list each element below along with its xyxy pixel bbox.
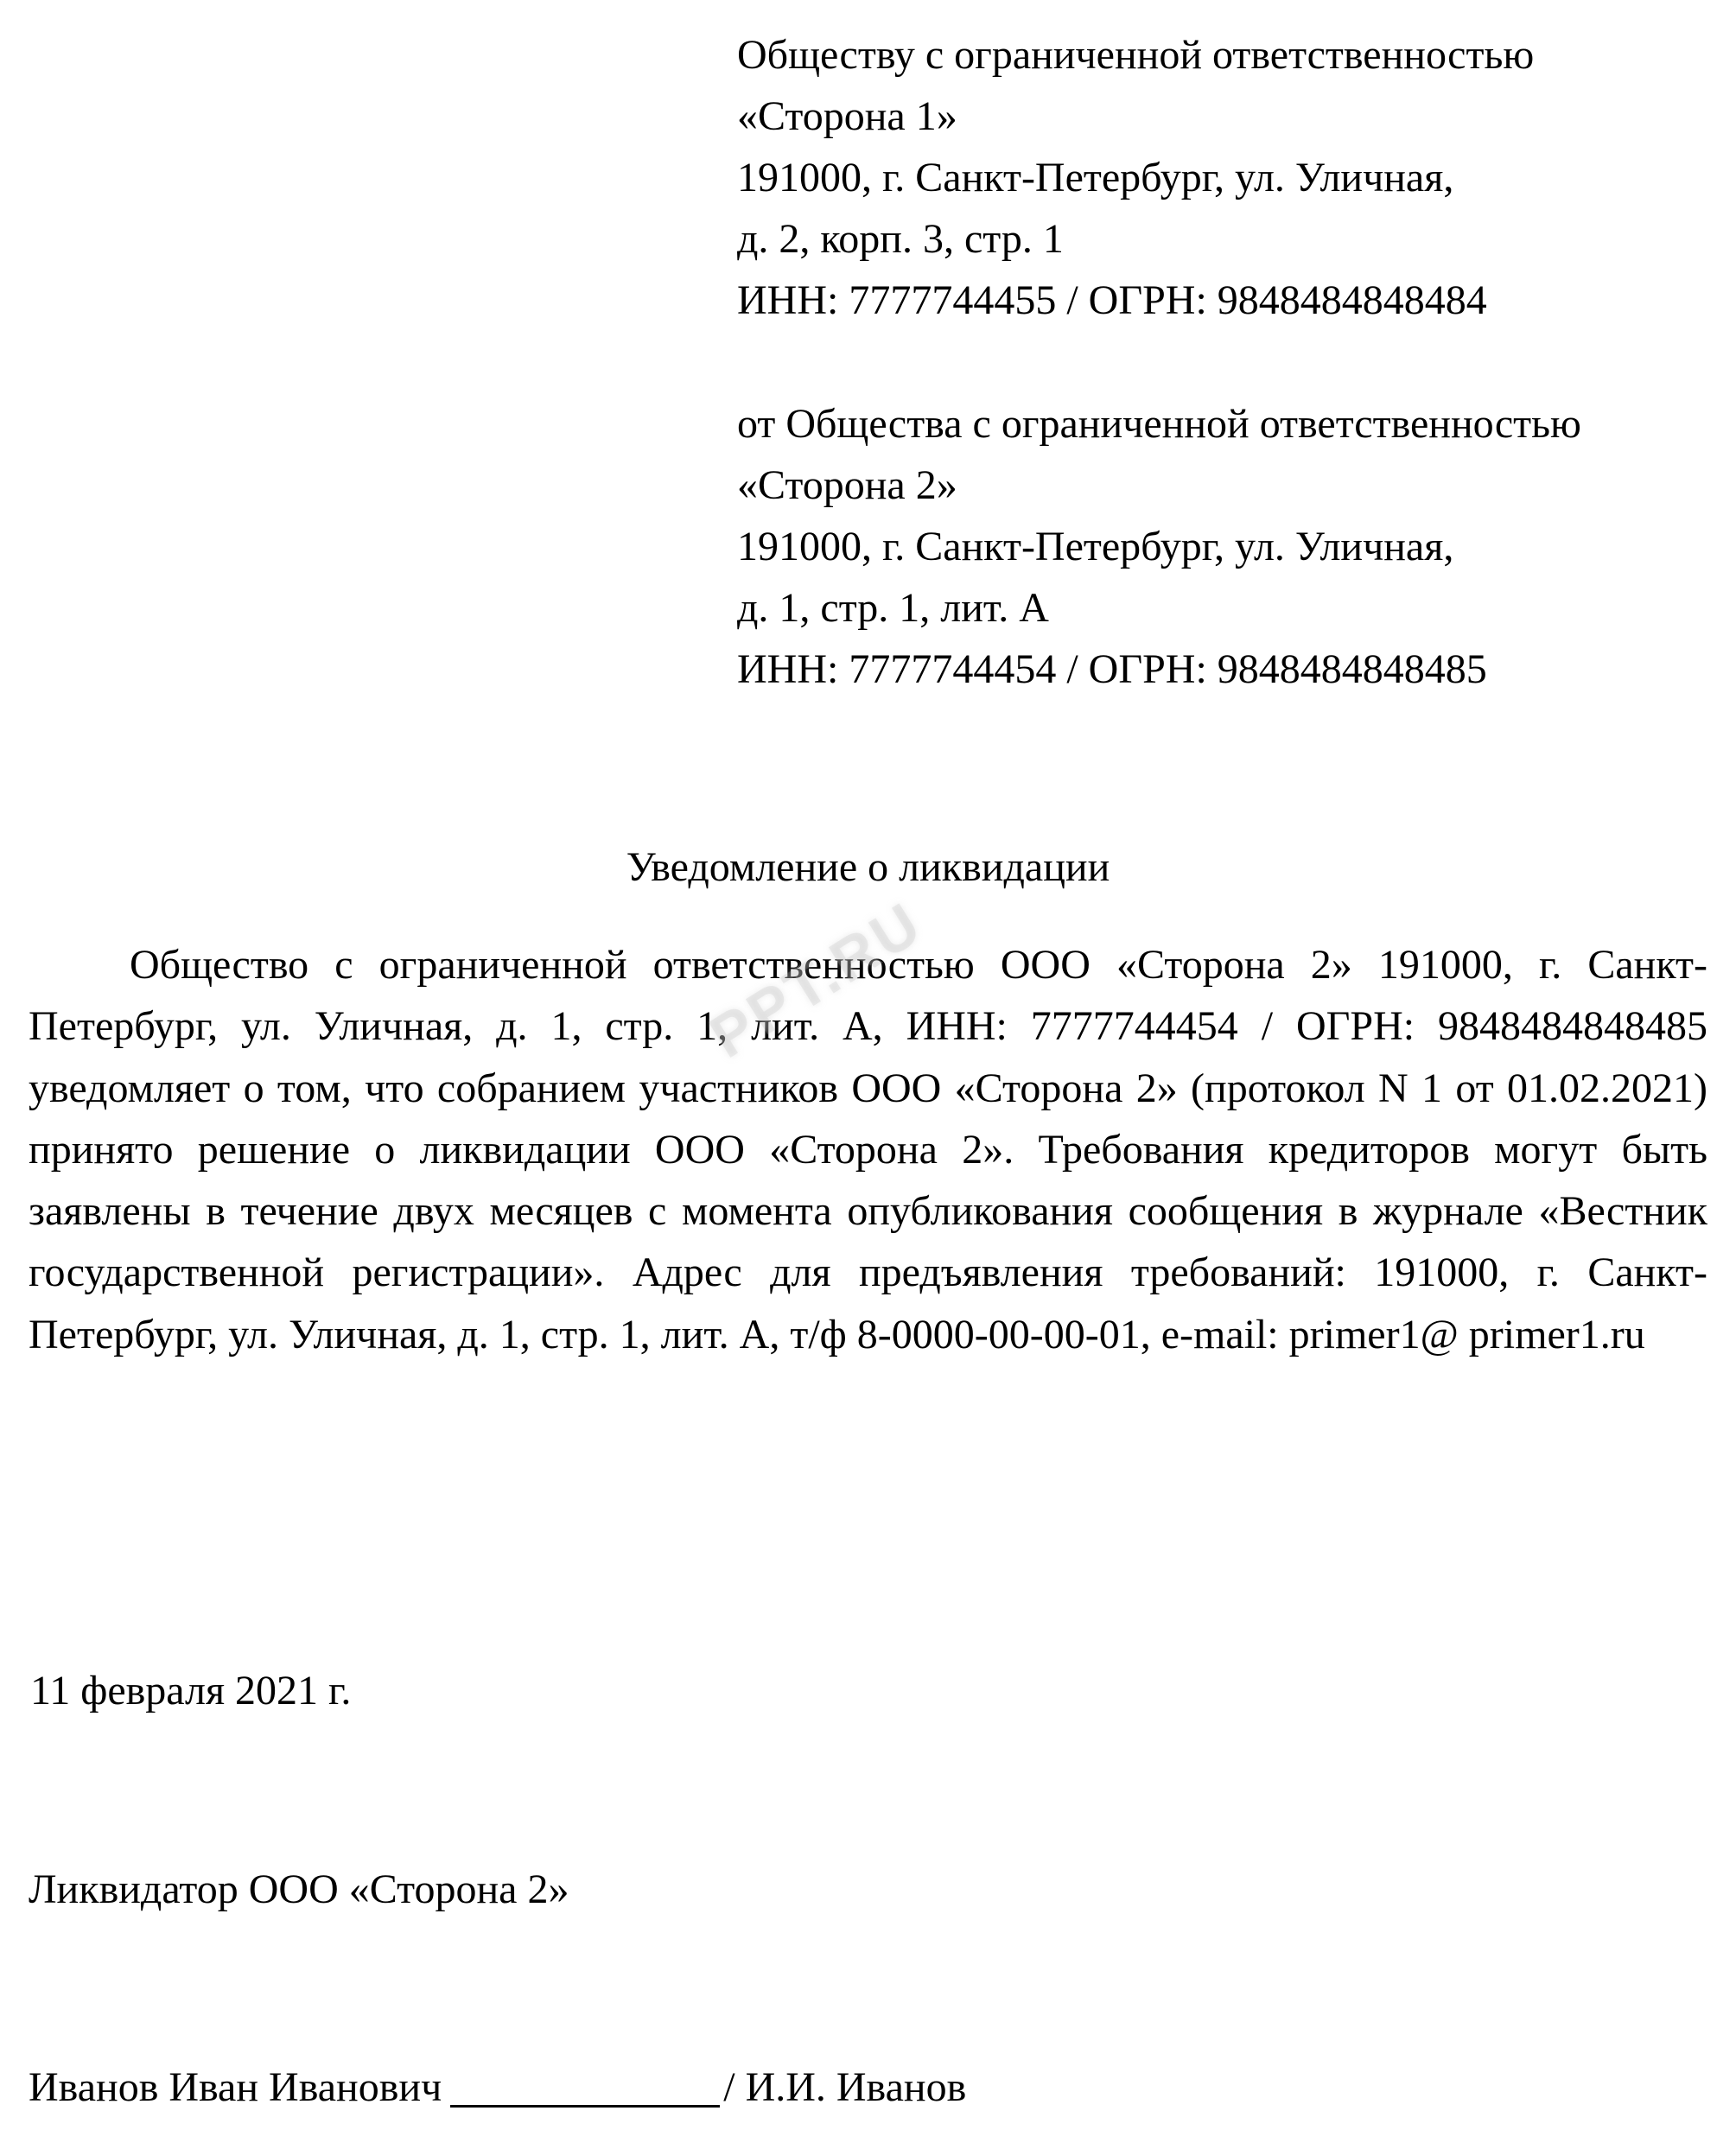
signature-line	[29, 2057, 966, 2118]
document-title: Уведомление о ликвидации	[626, 844, 1110, 890]
addressee-to-line: д. 2, корп. 3, стр. 1	[737, 216, 1064, 262]
notice-body-paragraph: Общество с ограниченной ответственностью ООО «Сторона 2» 191000, г. Санкт-Петербург, ул. Уличная, д. 1, стр. 1, лит. А, ИНН: 7777744454 / ОГРН: 9848484848485 уведомляет о том, что собранием участников ООО «Сторона 2» (протокол N 1 от 01.02.2021) принято решение о ликвидации ООО «Сторона 2». Требования кредиторов могут быть заявлены в течение двух месяцев с момента опубликования сообщения в журнале «Вестник государственной регистрации». Адрес для предъявления требований: 191000, г. Санкт-Петербург, ул. Уличная, д. 1, стр. 1, лит. А, т/ф 8-0000-00-00-01, e-mail: primer1@ primer1.ru	[29, 942, 1707, 1357]
document-date: 11 февраля 2021 г.	[30, 1668, 352, 1713]
sender-from-line: от Общества с ограниченной ответственностью	[737, 401, 1581, 447]
liquidator-title: Ликвидатор ООО «Сторона 2»	[29, 1866, 569, 1912]
signature-separator: /	[723, 2064, 735, 2110]
signatory-full-name: Иванов Иван Иванович	[29, 2064, 442, 2110]
signature-blank	[450, 2101, 720, 2108]
addressee-to-line: ИНН: 7777744455 / ОГРН: 9848484848484	[737, 277, 1487, 323]
sender-from-line: ИНН: 7777744454 / ОГРН: 9848484848485	[737, 646, 1487, 692]
sender-from-line: «Сторона 2»	[737, 462, 957, 508]
sender-from-block	[737, 393, 1722, 700]
addressee-to-line: Обществу с ограниченной ответственностью	[737, 32, 1535, 78]
addressee-to-line: 191000, г. Санкт-Петербург, ул. Уличная,	[737, 155, 1454, 200]
sender-from-line: д. 1, стр. 1, лит. А	[737, 585, 1049, 631]
addressee-to-line: «Сторона 1»	[737, 93, 957, 139]
signatory-short-name: И.И. Иванов	[745, 2064, 967, 2110]
watermark: PPT.RU	[698, 888, 934, 1071]
addressee-to-block	[737, 24, 1722, 331]
sender-from-line: 191000, г. Санкт-Петербург, ул. Уличная,	[737, 524, 1454, 569]
